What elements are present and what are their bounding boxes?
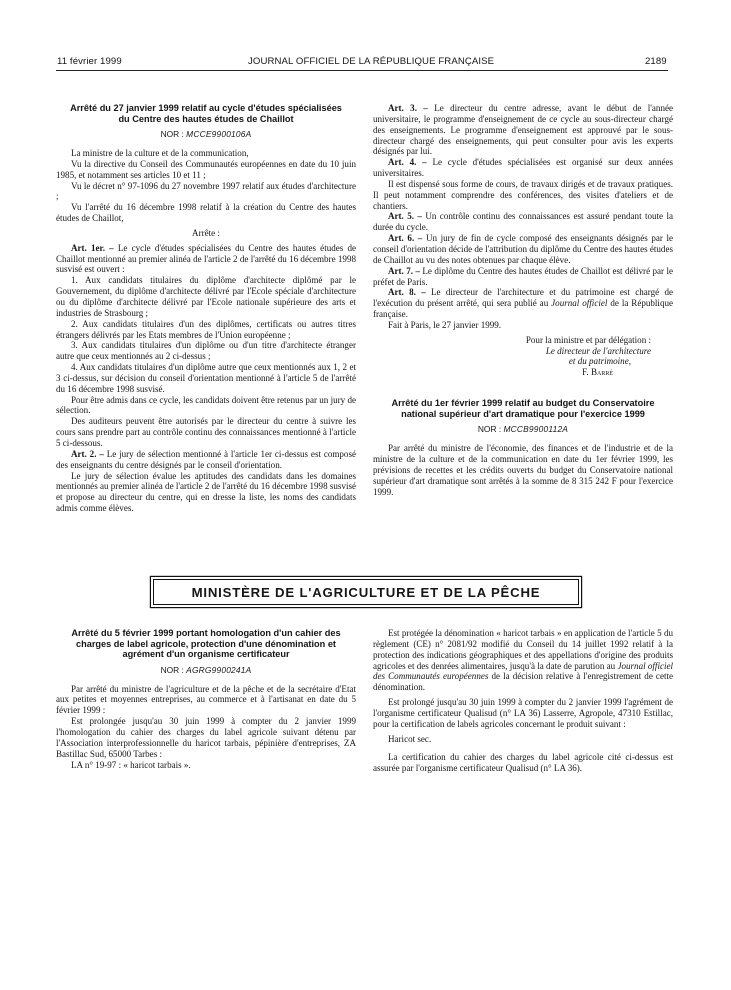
paragraph: Haricot sec.: [388, 733, 432, 744]
header-page-number: 2189: [645, 56, 667, 67]
signature-title: et du patrimoine,: [568, 356, 631, 367]
nor-reference: NOR : AGRG9900241A: [160, 664, 252, 675]
article-chaillot-left: [56, 103, 356, 514]
article-4: Art. 4. – Le cycle d'études spécialisées est organisé sur deux années universitaires.: [373, 157, 674, 179]
paragraph: Par arrêté du ministre de l'économie, des finances et de l'industrie et de la ministre de la culture et de la communication en date du 1er février 1999, les prévisions de recettes et les crédits ouverts du budget du Conservatoire national supérieur d'art dramatique sont arrêtés à la somme de 8 315 242 F pour l'exercice 1999.: [373, 443, 673, 497]
list-item: 2. Aux candidats titulaires d'un des diplômes, certificats ou autres titres étrangers délivrés par les Etats membres de l'Union européenne ;: [56, 318, 356, 340]
paragraph: Vu l'arrêté du 16 décembre 1998 relatif à la création du Centre des hautes études de Chaillot,: [56, 202, 356, 224]
paragraph: Vu le décret n° 97-1096 du 27 novembre 1997 relatif aux études d'architecture ;: [56, 180, 356, 202]
header-title: JOURNAL OFFICIEL DE LA RÉPUBLIQUE FRANÇAISE: [248, 56, 495, 67]
nor-reference: NOR : MCCE9900106A: [160, 129, 252, 140]
signature-line: Pour la ministre et par délégation :: [525, 334, 651, 345]
arrete-heading: Arrête :: [192, 227, 220, 238]
article-6: Art. 6. – Un jury de fin de cycle composé des enseignants désignés par le conseil d'orientation décide de l'attribution du diplôme du Centre des hautes études de Chaillot au vu des notes obtenues par chaque élève.: [373, 233, 674, 265]
article-label-right: [373, 628, 673, 774]
article-title: Arrêté du 1er février 1999 relatif au budget du Conservatoire national supérieur d'art dramatique pour l'exercice 1999: [391, 398, 655, 419]
article-label-left: [56, 628, 356, 770]
article-8: Art. 8. – Le directeur de l'architecture et du patrimoine est chargé de l'exécution du présent arrêté, qui sera publié au Journal officiel de la République française.: [373, 287, 674, 320]
article-5: Art. 5. – Un contrôle continu des connaissances est assuré pendant toute la durée du cycle.: [373, 211, 673, 233]
ministry-heading: MINISTÈRE DE L'AGRICULTURE ET DE LA PÊCHE: [153, 579, 579, 605]
paragraph: Vu la directive du Conseil des Communautés européennes en date du 10 juin 1985, et notamment ses articles 10 et 11 ;: [56, 158, 356, 180]
article-title: Arrêté du 5 février 1999 portant homologation d'un cahier des charges de label agricole, protection d'une dénomination et agrément d'un organisme certificateur: [71, 628, 341, 660]
article-chaillot-right: [373, 103, 673, 497]
nor-reference: NOR : MCCB9900112A: [477, 424, 569, 435]
signature-title: Le directeur de l'architecture: [545, 345, 651, 356]
paragraph: Il est dispensé sous forme de cours, de travaux dirigés et de travaux pratiques. Il peut notamment comprendre des conférences, des visites d'ateliers et de chantiers.: [373, 178, 673, 211]
article-7: Art. 7. – Le diplôme du Centre des hautes études de Chaillot est délivré par le préfet de Paris.: [373, 265, 674, 287]
list-item: 4. Aux candidats titulaires d'un diplôme autre que ceux mentionnés aux 1, 2 et 3 ci-dessus, sur décision du conseil d'orientation mentionné à l'article 5 de l'arrêté du 16 décembre 1998 susvisé.: [56, 362, 356, 394]
paragraph: Des auditeurs peuvent être autorisés par le directeur du centre à suivre les cours sans prendre part au contrôle continu des connaissances mentionné à l'article 5 ci-dessous.: [56, 416, 356, 448]
list-item: 1. Aux candidats titulaires du diplôme d'architecte diplômé par le Gouvernement, du diplôme d'architecte délivré par l'Ecole spéciale d'architecture ou du diplôme d'architecte délivré par l'Ecole nationale supérieure des arts et industries de Strasbourg ;: [56, 275, 356, 318]
paragraph: Est prolongée jusqu'au 30 juin 1999 à compter du 2 janvier 1999 l'homologation du cahier des charges du label agricole suivant détenu par l'Association interprofessionnelle du haricot tarbais, pépinière d'entreprises, ZA Bastillac Sud, 65000 Tarbes :: [56, 716, 356, 759]
done-at: Fait à Paris, le 27 janvier 1999.: [388, 319, 502, 330]
article-title: Arrêté du 27 janvier 1999 relatif au cycle d'études spécialisées du Centre des hautes études de Chaillot: [70, 103, 342, 124]
paragraph: Par arrêté du ministre de l'agriculture et de la pêche et de la secrétaire d'Etat aux petites et moyennes entreprises, au commerce et à l'artisanat en date du 5 février 1999 :: [56, 683, 356, 716]
article-2: Art. 2. – Le jury de sélection mentionné à l'article 1er ci-dessus est composé des enseignants du centre désignés par le conseil d'orientation.: [56, 448, 356, 470]
header-date: 11 février 1999: [57, 56, 122, 67]
paragraph: Pour être admis dans ce cycle, les candidats doivent être retenus par un jury de sélection.: [56, 394, 356, 416]
paragraph: La certification du cahier des charges du label agricole cité ci-dessus est assurée par l'organisme certificateur Qualisud (n° LA 36).: [373, 752, 673, 774]
signature-name: F. Barré: [582, 367, 613, 378]
paragraph: LA n° 19-97 : « haricot tarbais ».: [71, 759, 191, 770]
list-item: 3. Aux candidats titulaires d'un diplôme ou d'un titre d'architecte étranger autre que ceux mentionnés au 2 ci-dessus ;: [56, 340, 356, 362]
header-rule: [56, 70, 668, 71]
paragraph: La ministre de la culture et de la communication,: [71, 148, 249, 159]
paragraph: Est prolongé jusqu'au 30 juin 1999 à compter du 2 janvier 1999 l'agrément de l'organisme certificateur Qualisud (n° LA 36) Lasserre, Agropole, 47310 Estillac, pour la certification de labels agricoles concernant le produit suivant :: [373, 697, 673, 729]
paragraph: Est protégée la dénomination « haricot tarbais » en application de l'article 5 du règlement (CE) n° 2081/92 modifié du Conseil du 14 juillet 1992 relatif à la protection des indications géographiques et des appellations d'origine des produits agricoles et des denrées alimentaires, jusqu'à la date de parution au Journal officiel des Communautés européennes de la décision relative à l'enregistrement de cette dénomination.: [373, 628, 674, 693]
paragraph: Le jury de sélection évalue les aptitudes des candidats dans les domaines mentionnés au premier alinéa de l'article 2 de l'arrêté du 16 décembre 1998 susvisé et propose au directeur du centre, qui en dresse la liste, les noms des candidats admis comme élèves.: [56, 470, 356, 514]
article-1: Art. 1er. – Le cycle d'études spécialisées du Centre des hautes études de Chaillot mentionné au premier alinéa de l'article 2 de l'arrêté du 16 décembre 1998 susvisé est ouvert :: [56, 242, 357, 275]
article-3: Art. 3. – Le directeur du centre adresse, avant le début de l'année universitaire, le programme d'enseignement de ce cycle au sous-directeur chargé des enseignements. Le programme d'enseignement est approuvé par le sous-directeur chargé des enseignements, qui peut consulter pour avis les experts désignés par lui.: [373, 103, 674, 157]
